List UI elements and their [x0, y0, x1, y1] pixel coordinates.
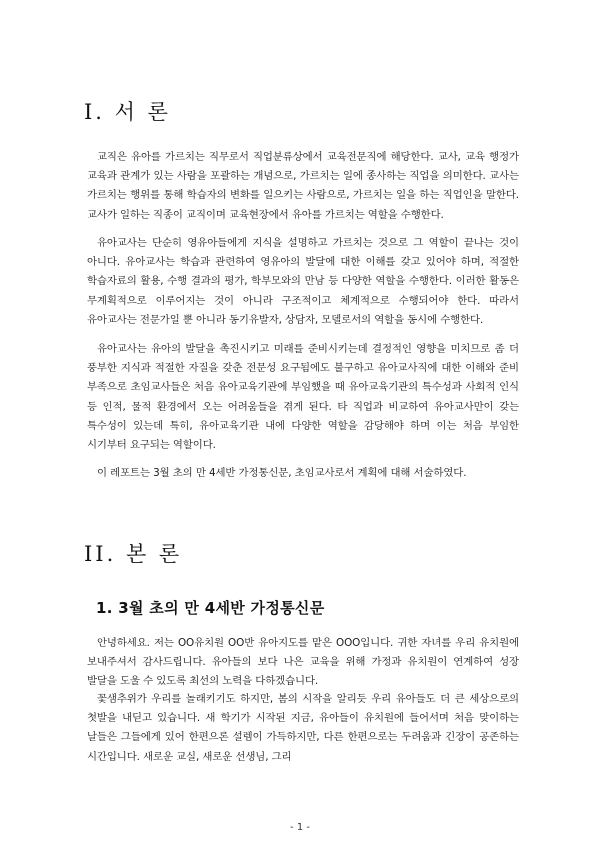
intro-paragraph-1: 교직은 유아를 가르치는 직무로서 직업분류상에서 교육전문직에 해당한다. 교사, 교육 행정가 교육과 관계가 있는 사람을 포괄하는 개념으로, 가르치는 일에 종사하는 직업을 의미한다. 교사는 가르치는 행위를 통해 학습자의 변화를 일으키는 사람으로, 가르치는 일을 하는 직업인을 말한다. 교사가 일하는 직종이 교직이며 교육현장에서 유아를 가르치는 역할을 수행한다.: [87, 151, 519, 221]
body-paragraph-2: 꽃샘추위가 우리를 놀래키기도 하지만, 봄의 시작을 알리듯 우리 유아들도 더 큰 세상으로의 첫발을 내딛고 있습니다. 새 학기가 시작된 지금, 유아들이 유치원에 들어서며 처음 맞이하는 날들은 그들에게 있어 한편으론 설렘이 가득하지만, 다른 한편으로는 두려움과 긴장이 공존하는 시간입니다. 새로운 교실, 새로운 선생님, 그리: [87, 693, 519, 763]
intro-paragraph-4: 이 레포트는 3월 초의 만 4세반 가정통신문, 초임교사로서 계획에 대해 서술하였다.: [97, 467, 467, 479]
page-number: - 1 -: [290, 822, 310, 833]
intro-paragraph-2: 유아교사는 단순히 영유아들에게 지식을 설명하고 가르치는 것으로 그 역할이 끝나는 것이 아니다. 유아교사는 학습과 관련하여 영유아의 발달에 대한 이해를 갖고 있어야 하며, 적절한 학습자료의 활용, 수행 결과의 평가, 학부모와의 만남 등 다양한 역할을 수행한다. 이러한 활동은 무계획적으로 이루어지는 것이 아니라 구조적이고 체계적으로 수행되어야 한다. 따라서 유아교사는 전문가일 뿐 아니라 동기유발자, 상담자, 모델로서의 역할을 동시에 수행한다.: [87, 237, 519, 326]
subsection-heading: 1. 3월 초의 만 4세반 가정통신문: [96, 599, 325, 617]
intro-paragraph-3: 유아교사는 유아의 발달을 촉진시키고 미래를 준비시키는데 결정적인 영향을 미치므로 좀 더 풍부한 지식과 적절한 자질을 갖춘 전문성 요구됨에도 불구하고 유아교사직에 대한 이해와 준비 부족으로 초임교사들은 처음 유아교육기관에 부임했을 때 유아교육기관의 특수성과 사회적 인식 등 인적, 물적 환경에서 오는 어려움들을 겪게 된다. 타 직업과 비교하여 유아교사만이 갖는 특수성이 있는데 특히, 유아교육기관 내에 다양한 역할을 감당해야 하며 이는 처음 부임한 시기부터 요구되는 역할이다.: [87, 343, 519, 452]
intro-heading: I. 서 론: [84, 100, 171, 124]
body-paragraph-1: 안녕하세요. 저는 OO유치원 OO반 유아지도를 맡은 OOO입니다. 귀한 자녀를 우리 유치원에 보내주셔서 감사드립니다. 유아들의 보다 나은 교육을 위해 가정과 유치원이 연계하여 성장 발달을 도울 수 있도록 최선의 노력을 다하겠습니다.: [87, 637, 519, 688]
body-heading: II. 본 론: [84, 542, 183, 566]
